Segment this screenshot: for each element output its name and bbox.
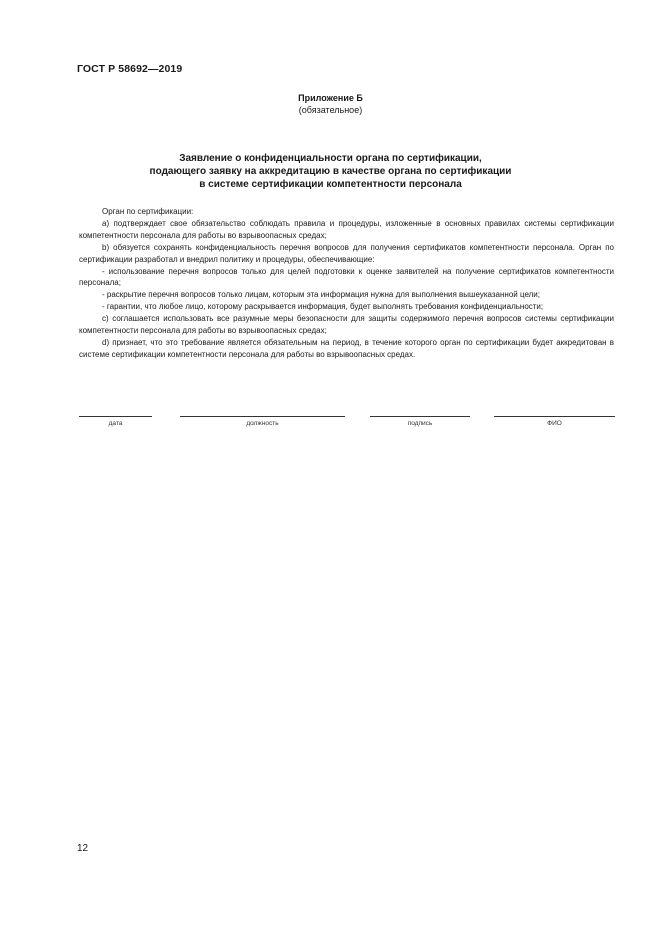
full-name-label: ФИО [547,420,562,427]
standard-designation: ГОСТ Р 58692—2019 [77,63,183,75]
appendix-heading [0,92,661,116]
paragraph-intro: Орган по сертификации: [102,207,194,216]
page-number: 12 [77,843,89,854]
full-name-line [494,416,615,417]
paragraph-item-a: а) подтверждает свое обязательство соблюдать правила и процедуры, изложенные в основных правилах системы сертификации компетентности персонала для работы во взрывоопасных средах; [79,218,614,240]
paragraph-bullet-disclosure: - раскрытие перечня вопросов только лицам, которым эта информация нужна для выполнения вышеуказанной цели; [102,290,540,300]
position-line [180,416,345,417]
document-title [90,152,571,191]
appendix-kind: (обязательное) [298,105,363,115]
signature-label: подпись [407,420,433,427]
date-field [79,416,152,427]
statement-body [79,206,614,361]
position-field [180,416,345,427]
signature-block [0,416,661,436]
signature-line [370,416,470,417]
paragraph-item-d: d) признает, что это требование является обязательным на период, в течение которого орган по сертификации будет аккредитован в системе сертификации компетентности персонала для работы во взрывоопасных средах. [79,337,614,359]
date-line [79,416,152,417]
position-label: должность [246,420,279,427]
appendix-title: Приложение Б [298,93,363,103]
document-title-line: Заявление о конфиденциальности органа по сертификации, [179,153,482,164]
paragraph-item-c: c) соглашается использовать все разумные меры безопасности для защиты содержимого перечня вопросов системы сертификации компетентности персонала для работы во взрывоопасных средах; [79,314,614,336]
paragraph-bullet-guarantee: - гарантии, что любое лицо, которому раскрывается информация, будет выполнять требования конфиденциальности; [102,302,544,312]
paragraph-item-b: b) обязуется сохранять конфиденциальность перечня вопросов для получения сертификатов компетентности персонала. Орган по сертификации разработал и внедрил политику и процедуры, обеспечивающие: [79,242,614,264]
paragraph-bullet-usage: - использование перечня вопросов только для целей подготовки к оценке заявителей на получение сертификатов компетентности персонала; [79,266,614,288]
signature-field [370,416,470,427]
document-title-line: подающего заявку на аккредитацию в качестве органа по сертификации [149,166,512,177]
date-label: дата [108,420,123,427]
document-title-line: в системе сертификации компетентности персонала [199,179,462,190]
full-name-field [494,416,615,427]
